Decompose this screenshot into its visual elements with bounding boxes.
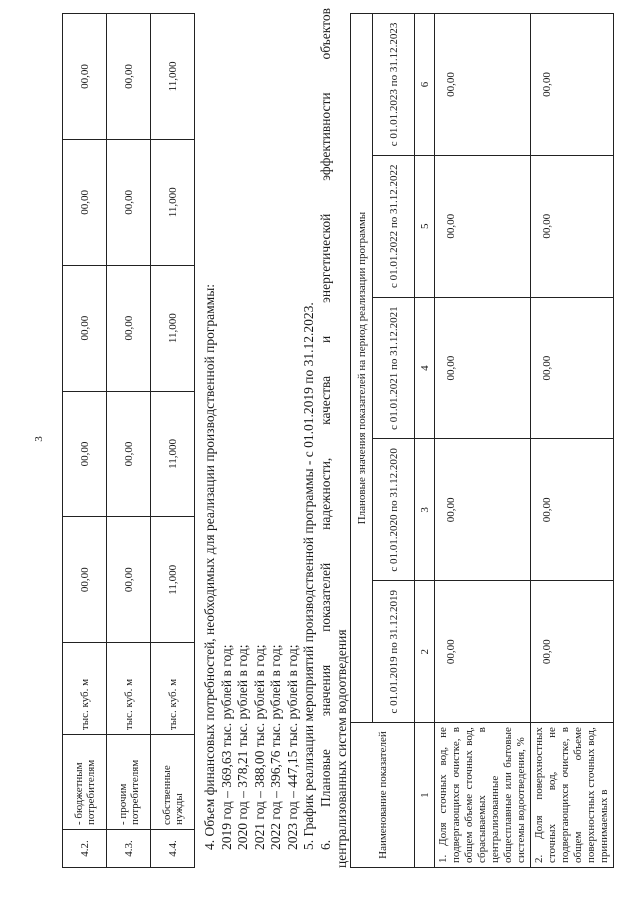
column-number: 5 — [415, 155, 435, 297]
column-number: 2 — [415, 581, 435, 723]
cell-value: 00,00 — [107, 265, 151, 391]
finance-year-2019: 2019 год – 369,63 тыс. рублей в год; — [218, 644, 234, 850]
header-indicator: Наименование показателей — [351, 723, 415, 868]
cell-value: 00,00 — [435, 439, 531, 581]
row-number: 4.4. — [151, 830, 195, 868]
table-row — [531, 14, 614, 868]
table-row — [63, 14, 107, 868]
cell-value: 11,000 — [151, 14, 195, 140]
row-name: собственные нужды — [151, 735, 195, 830]
header-period: с 01.01.2023 по 31.12.2023 — [373, 14, 415, 156]
indicator-name: 2. Доля поверхностных сточных вод, не подвергающихся очистке, в общем объеме поверхностных сточных вод, принимаемых в — [531, 723, 614, 868]
cell-value: 00,00 — [63, 265, 107, 391]
section-5-text: 5. График реализации мероприятий производственной программы - с 01.01.2019 по 31.12.2023. — [301, 302, 316, 850]
table-row — [107, 14, 151, 868]
cell-value: 00,00 — [531, 297, 614, 439]
column-number: 6 — [415, 14, 435, 156]
section-6-line-1: 6. Плановые значения показателей надежности, качества и энергетической эффективности объектов — [317, 8, 333, 850]
column-number: 3 — [415, 439, 435, 581]
cell-value: 00,00 — [63, 517, 107, 643]
row-unit: тыс. куб. м — [107, 643, 151, 735]
row-name: - прочим потребителям — [107, 735, 151, 830]
section-6-line-2: централизованных систем водоотведения — [334, 629, 349, 868]
finance-year-2021: 2021 год – 388,00 тыс. рублей в год; — [251, 644, 267, 850]
cell-value: 00,00 — [531, 581, 614, 723]
column-number: 4 — [415, 297, 435, 439]
row-name: - бюджетным потребителям — [63, 735, 107, 830]
cell-value: 11,000 — [151, 139, 195, 265]
page-number: 3 — [32, 436, 45, 442]
header-period: с 01.01.2020 по 31.12.2020 — [373, 439, 415, 581]
section-4-heading: 4. Объем финансовых потребностей, необходимых для реализации производственной программы: — [202, 283, 217, 850]
finance-year-2020: 2020 год – 378,21 тыс. рублей в год; — [235, 644, 250, 850]
cell-value: 00,00 — [531, 155, 614, 297]
row-number: 4.2. — [63, 830, 107, 868]
cell-value: 00,00 — [435, 155, 531, 297]
cell-value: 11,000 — [151, 517, 195, 643]
table-row — [435, 14, 531, 868]
row-unit: тыс. куб. м — [151, 643, 195, 735]
cell-value: 00,00 — [435, 14, 531, 156]
cell-value: 00,00 — [107, 391, 151, 517]
cell-value: 00,00 — [107, 14, 151, 140]
cell-value: 00,00 — [63, 139, 107, 265]
cell-value: 00,00 — [435, 297, 531, 439]
row-number: 4.3. — [107, 830, 151, 868]
consumption-table — [62, 13, 195, 868]
cell-value: 00,00 — [107, 517, 151, 643]
header-group: Плановые значения показателей на период реализации программы — [351, 14, 373, 723]
finance-year-2023: 2023 год – 447,15 тыс. рублей в год; — [284, 644, 300, 850]
rotated-page-content — [62, 8, 610, 868]
header-period: с 01.01.2021 по 31.12.2021 — [373, 297, 415, 439]
cell-value: 11,000 — [151, 265, 195, 391]
program-text — [202, 8, 351, 868]
cell-value: 00,00 — [435, 581, 531, 723]
finance-year-2022: 2022 год – 396,76 тыс. рублей в год; — [268, 644, 283, 850]
indicator-name: 1. Доля сточных вод, не подвергающихся очистке, в общем объеме сточных вод, сбрасываемых в централизованные общесплавные или бытовые системы водоотведения, % — [435, 723, 531, 868]
row-unit: тыс. куб. м — [63, 643, 107, 735]
cell-value: 00,00 — [531, 14, 614, 156]
table-row — [151, 14, 195, 868]
indicators-table — [350, 13, 614, 868]
cell-value: 00,00 — [63, 391, 107, 517]
header-period: с 01.01.2019 по 31.12.2019 — [373, 581, 415, 723]
cell-value: 00,00 — [107, 139, 151, 265]
cell-value: 11,000 — [151, 391, 195, 517]
cell-value: 00,00 — [531, 439, 614, 581]
column-number: 1 — [415, 723, 435, 868]
cell-value: 00,00 — [63, 14, 107, 140]
header-period: с 01.01.2022 по 31.12.2022 — [373, 155, 415, 297]
